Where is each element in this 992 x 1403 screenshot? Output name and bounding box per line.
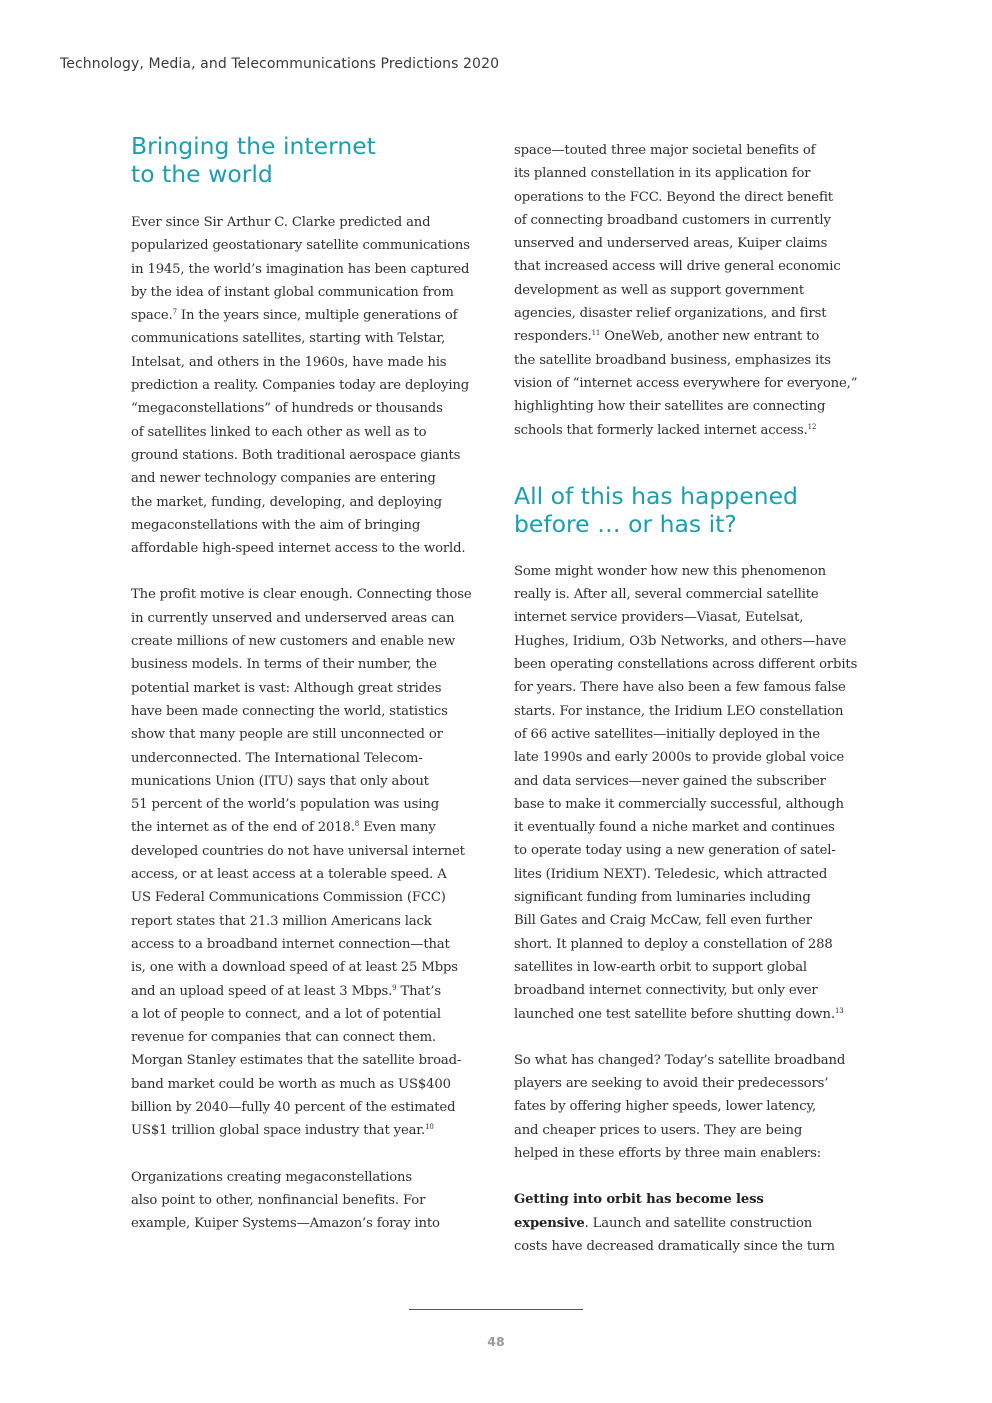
section-heading-happened-before: All of this has happened before … or has it?	[514, 481, 798, 538]
paragraph-how-new: Some might wonder how new this phenomenon really is. After all, several commercial satellite internet service providers—Viasat, Eutelsat, Hughes, Iridium, O3b Networks, and others—have been operating constellations across different orbits for years. There have also been a few famous false starts. For instance, the Iridium LEO constellation of 66 active satellites—initially deployed in the late 1990s and early 2000s to provide global voice and data services—never gained the subscriber base to make it commercially successful, although it eventually found a niche market and continues to operate today using a new generation of satel- lites (Iridium NEXT). Teledesic, which attracted significant funding from luminaries including Bill Gates and Craig McCaw, fell even further short. It planned to deploy a constellation of 288 satellites in low-earth orbit to support global broadband internet connectivity, but only ever launched one test satellite before shutting down.$^{13}$	[514, 563, 858, 1022]
footnote-ref: 7	[172, 308, 177, 317]
footnote-ref: 11	[591, 329, 601, 338]
page-number: 48	[487, 1334, 505, 1349]
paragraph-profit-motive: The profit motive is clear enough. Connecting those in currently unserved and underserved areas can create millions of new customers and enable new business models. In terms of their number, the potential market is vast: Although great strides have been made connecting the world, statistics show that many people are still unconnected or underconnected. The International Telecom- munications Union (ITU) says that only about 51 percent of the world’s population was using the internet as of the end of 2018.$^8$ Even many developed countries do not have universal internet access, or at least access at a tolerable speed. A US Federal Communications Commission (FCC) report states that 21.3 million Americans lack access to a broadband internet connection—that is, one with a download speed of at least 25 Mbps and an upload speed of at least 3 Mbps.$^9$ That’s a lot of people to connect, and a lot of potential revenue for companies that can connect them. Morgan Stanley estimates that the satellite broad- band market could be worth as much as US$400 billion by 2040—fully 40 percent of the estimated US$1 trillion global space industry that year.$^{10}$	[131, 587, 472, 1139]
paragraph-kuiper-oneweb: space—touted three major societal benefits of its planned constellation in its application for operations to the FCC. Beyond the direct benefit of connecting broadband customers in currently unserved and underserved areas, Kuiper claims that increased access will drive general economic development as well as support government agencies, disaster relief organizations, and first responders.$^{11}$ OneWeb, another new entrant to the satellite broadband business, emphasizes its vision of “internet access everywhere for everyone,” highlighting how their satellites are connecting schools that formerly lacked internet access.$^{12}$	[514, 143, 858, 438]
left-column	[131, 132, 479, 1235]
paragraph-nonfinancial-benefits: Organizations creating megaconstellations also point to other, nonfinancial benefits. For example, Kuiper Systems—Amazon’s foray into	[131, 1169, 440, 1232]
footer-divider	[409, 1309, 583, 1310]
paragraph-clarke: Ever since Sir Arthur C. Clarke predicted and popularized geostationary satellite communications in 1945, the world’s imagination has been captured by the idea of instant global communication from space.$^7$ In the years since, multiple generations of communications satellites, starting with Telstar, Intelsat, and others in the 1960s, have made his prediction a reality. Companies today are deploying “megaconstellations” of hundreds or thousands of satellites linked to each other as well as to ground stations. Both traditional aerospace giants and newer technology companies are entering the market, funding, developing, and deploying megaconstellations with the aim of bringing affordable high-speed internet access to the world.	[131, 215, 470, 557]
footnote-ref: 10	[425, 1123, 434, 1132]
section-heading-bringing-internet: Bringing the internet to the world	[131, 132, 376, 188]
footnote-ref: 8	[354, 820, 360, 829]
footnote-ref: 12	[807, 422, 817, 431]
right-column	[514, 139, 862, 1258]
paragraph-what-changed: So what has changed? Today’s satellite broadband players are seeking to avoid their predecessors’ fates by offering higher speeds, lower latency, and cheaper prices to users. They are being helped in these efforts by three main enablers:	[514, 1052, 846, 1161]
running-header: Technology, Media, and Telecommunications Predictions 2020	[60, 56, 500, 72]
footnote-ref: 13	[834, 1006, 844, 1015]
bold-lead-in: expensive	[514, 1215, 585, 1231]
bold-lead-in: Getting into orbit has become less	[514, 1192, 764, 1208]
footnote-ref: 9	[392, 983, 397, 992]
paragraph-getting-into-orbit: Getting into orbit has become less expensive. Launch and satellite construction costs have decreased dramatically since the turn	[514, 1192, 835, 1254]
